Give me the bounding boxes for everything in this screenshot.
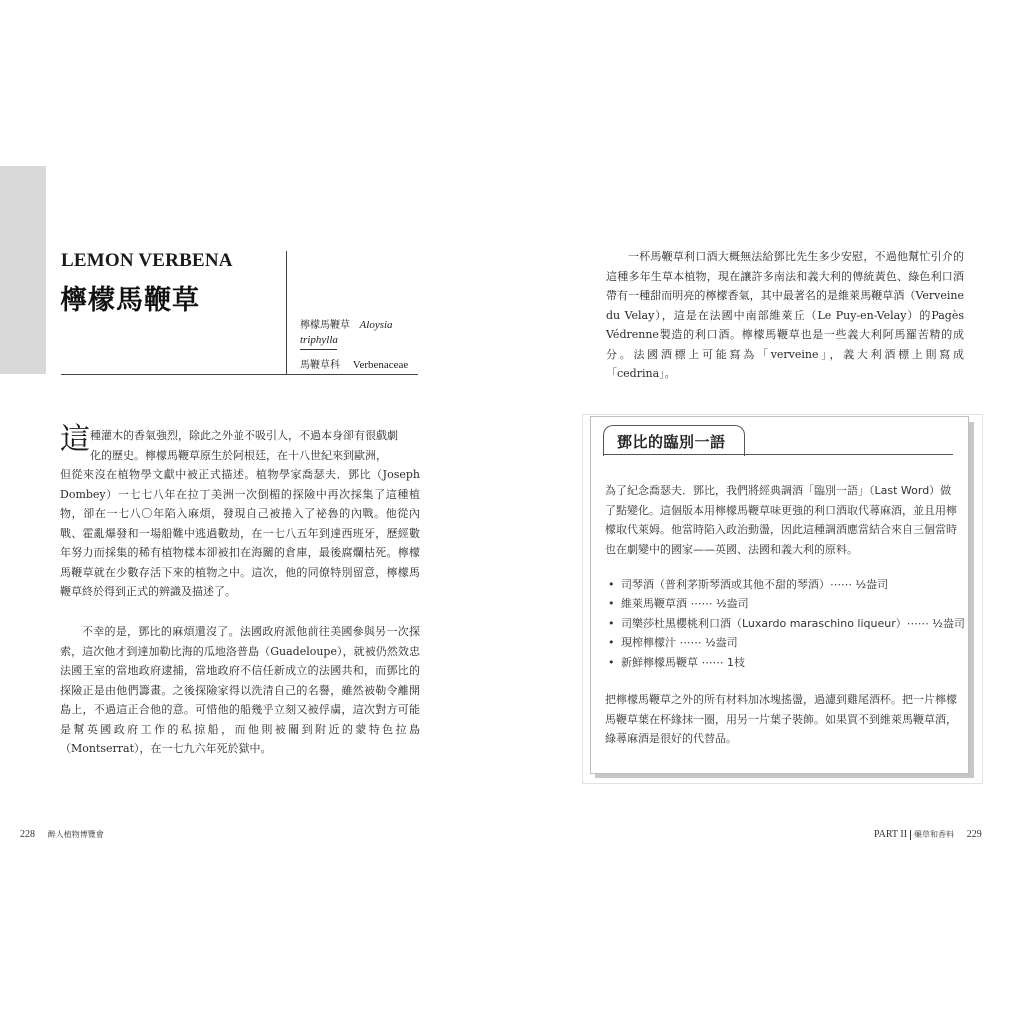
entry-title-chinese: 檸檬馬鞭草 [60, 285, 200, 316]
sidebar-method: 把檸檬馬鞭草之外的所有材料加冰塊搖盪，過濾到雞尾酒杯。把一片檸檬馬鞭草葉在杯緣抹一圈，用另一片葉子裝飾。如果買不到維萊馬鞭草酒，綠蕁麻酒是很好的代替品。 [605, 693, 957, 745]
chapter-side-tab [0, 166, 46, 374]
taxonomy-underline [300, 349, 337, 350]
list-item: • 新鮮檸檬馬鞭草 ⋯⋯ 1枝 [607, 653, 965, 672]
sidebar-title: 鄧比的臨別一語 [617, 433, 726, 451]
body-line: 種灌木的香氣強烈，除此之外並不吸引人，不過本身卻有很戲劇 [90, 429, 398, 442]
sidebar-intro: 為了紀念喬瑟夫．鄧比，我們將經典調酒「臨別一語」（Last Word）做了點變化。這個版本用檸檬馬鞭草味更強的利口酒取代蕁麻酒，並且用檸檬取代萊姆。他當時陷入政治動盪，因此這種調酒應當結合來自三個當時也在劇變中的國家——英國、法國和義大利的原料。 [605, 484, 957, 556]
sidebar-header-rule [604, 454, 953, 455]
list-item: • 維萊馬鞭草酒 ⋯⋯ ½盎司 [607, 594, 965, 613]
body-line: 化的歷史。檸檬馬鞭草原生於阿根廷，在十八世紀來到歐洲， [90, 448, 387, 462]
taxonomy-species-line2 [300, 334, 338, 346]
common-name: 檸檬馬鞭草 [300, 320, 350, 331]
ingredient-list [607, 575, 965, 672]
book-title: 醉人植物博覽會 [47, 830, 104, 839]
body-paragraph-1: 但從來沒在植物學文獻中被正式描述。植物學家喬瑟夫．鄧比（Joseph Dombey）一七七八年在拉丁美洲一次倒楣的探險中再次採集了這種植物，卻在一七八〇年陷入麻煩，發現自己被捲入了祕魯的內戰。他從內戰、霍亂爆發和一場船難中逃過數劫，在一七八五年到達西班牙，歷經數年努力而採集的稀有植物樣本卻被扣在海關的倉庫，最後腐爛枯死。檸檬馬鞭草就在少數存活下來的植物之中。這次，他的同僚特別留意，檸檬馬鞭草終於得到正式的辨識及描述了。 [60, 468, 420, 598]
footer-left [20, 829, 104, 840]
latin-epithet: triphylla [300, 334, 338, 346]
right-intro-paragraph: 一杯馬鞭草利口酒大概無法給鄧比先生多少安慰，不過他幫忙引介的這種多年生草本植物，現在讓許多南法和義大利的傳統黃色、綠色利口酒帶有一種甜而明亮的檸檬香氣，其中最著名的是維萊馬鞭草酒（Verveine du Velay），這是在法國中南部維萊丘（Le Puy-en-Velay）的Pagès Védrenne製造的利口酒。檸檬馬鞭草也是一些義大利阿馬羅苦精的成分。法國酒標上可能寫為「verveine」，義大利酒標上則寫成「cedrina」。 [606, 250, 964, 380]
page-number-right: 229 [966, 829, 982, 840]
list-item: • 現榨檸檬汁 ⋯⋯ ½盎司 [607, 633, 965, 652]
title-divider-horizontal [61, 374, 418, 375]
family-chinese: 馬鞭草科 [300, 360, 340, 371]
footer-right [874, 829, 982, 840]
list-item: • 司樂莎杜黑櫻桃利口酒（Luxardo maraschino liqueur）⋯⋯ ½盎司 [607, 614, 965, 633]
taxonomy-family [300, 356, 408, 371]
footer-divider [910, 830, 911, 840]
page-number-left: 228 [20, 829, 35, 840]
entry-title-english: LEMON VERBENA [61, 250, 233, 271]
latin-genus: Aloysia [359, 319, 393, 331]
title-divider-vertical [286, 251, 287, 374]
taxonomy-species [300, 316, 393, 331]
list-item: • 司琴酒（普利茅斯琴酒或其他不甜的琴酒）⋯⋯ ½盎司 [607, 575, 965, 594]
body-paragraph-2: 不幸的是，鄧比的麻煩還沒了。法國政府派他前往美國參與另一次探索，這次他才到達加勒比海的瓜地洛普島（Guadeloupe），就被仍然效忠法國王室的當地政府逮捕，當地政府不信任新成立的法國共和，而鄧比的探險正是由他們籌畫。之後探險家得以洗清自己的名譽，雖然被勒令離開島上，不過這正合他的意。可惜他的船幾乎立刻又被俘虜，這次對方可能是幫英國政府工作的私掠船，而他則被關到附近的蒙特色拉島（Montserrat），在一七九六年死於獄中。 [60, 625, 420, 755]
part-label: PART II [874, 829, 908, 840]
family-latin: Verbenaceae [352, 359, 409, 371]
section-name: 藥草和香料 [914, 830, 955, 839]
drop-cap: 這 [60, 422, 90, 457]
